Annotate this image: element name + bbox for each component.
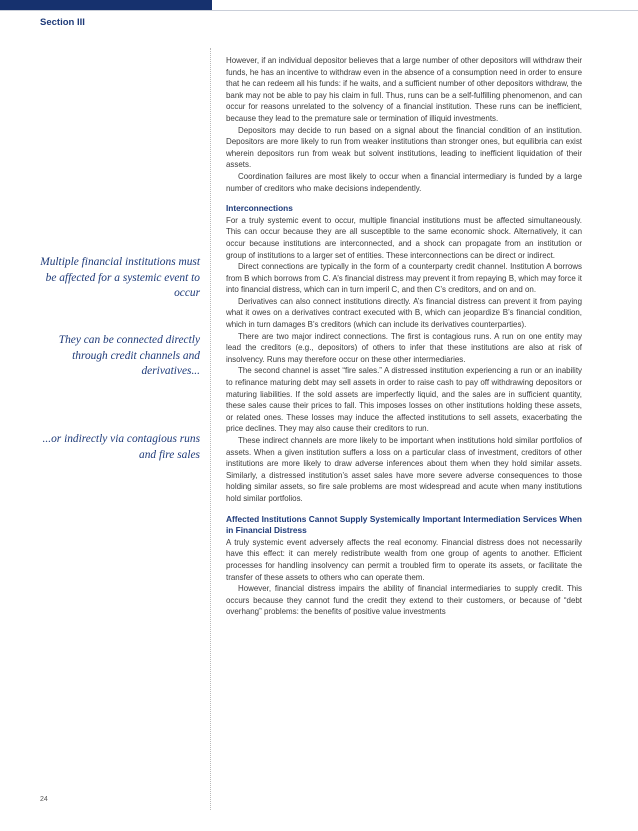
body-text <box>226 55 582 618</box>
column-divider <box>210 48 211 810</box>
paragraph: Coordination failures are most likely to occur when a financial intermediary is funded by a large number of creditors who make decisions independently. <box>226 171 582 193</box>
paragraph: However, if an individual depositor believes that a large number of other depositors will withdraw their funds, he has an incentive to withdraw even in the absence of a consumption need in order to ensure that he can redeem all his funds: if he waits, and a sufficient number of other depositors withdraw, the bank may not be able to pay his claim in full. Thus, runs can be a self-fulfilling phenomenon, and can occur for reasons unrelated to the solvency of a financial institution. These runs can be inefficient, because they lead to the premature sale or termination of illiquid investments. <box>226 56 582 123</box>
heading-interconnections: Interconnections <box>226 203 293 214</box>
paragraph: Derivatives can also connect institutions directly. A’s financial distress can prevent it from paying what it owes on a derivatives contract executed with B, which can jeopardize B’s financial condition, which in turn damages B’s creditors (which can include its derivatives counterparties). <box>226 296 582 330</box>
paragraph: Direct connections are typically in the form of a counterparty credit channel. Institution A borrows from B which borrows from C. A’s financial distress may prevent it from repaying B, which may force it into financial distress, which can in turn imperil C, and then C’s creditors, and on and on. <box>226 262 582 295</box>
section-label: Section III <box>40 17 85 28</box>
paragraph: A truly systemic event adversely affects the real economy. Financial distress does not necessarily have this effect: it can merely redistribute wealth from one group of agents to another. Efficient processes for handling insolvency can permit a troubled firm to operate its assets, or facilitate the transfer of these assets to others who can operate them. <box>226 537 582 582</box>
paragraph: The second channel is asset “fire sales.” A distressed institution experiencing a run or an inability to refinance maturing debt may sell assets in order to raise cash to pay off withdrawing depositors or maturing liabilities. If the sold assets are imperfectly liquid, and the sales are in sufficient quantity, these sales cause their prices to fall. This imposes losses on other institutions holding these assets, or related ones. These losses may induce the affected institutions to sell assets, exacerbating the price declines. They may also cause their creditors to run. <box>226 366 582 434</box>
paragraph: Depositors may decide to run based on a signal about the financial condition of an institution. Depositors are more likely to run from weaker institutions than stronger ones, but equilibria can exist wherein depositors run from weak but solvent institutions, leading to inefficient liquidation of their assets. <box>226 125 582 170</box>
header-accent-bar <box>0 0 212 10</box>
paragraph: However, financial distress impairs the ability of financial intermediaries to supply credit. This occurs because they cannot fund the credit they extend to their customers, or because of “debt overhang” problems: the benefits of positive value investments <box>226 584 582 617</box>
pullquote-2: They can be connected directly through credit channels and derivatives... <box>58 334 200 377</box>
header-rule <box>0 10 638 11</box>
paragraph: For a truly systemic event to occur, multiple financial institutions must be affected simultaneously. This can occur because they are all susceptible to the same economic shock. Alternatively, it can occur because institutions are interconnected, and a shock can propagate from an institution or group of institutions to a larger set of entities. These interconnections can be direct or indirect. <box>226 215 582 260</box>
pullquote-1: Multiple financial institutions must be affected for a systemic event to occur <box>40 256 200 299</box>
paragraph: These indirect channels are more likely to be important when institutions hold similar portfolios of assets. When a given institution suffers a loss on a particular class of investment, creditors of other institutions are more likely to draw adverse inferences about them when they hold similar assets. Similarly, a distressed institution’s asset sales have more severe adverse consequences to those holding similar assets, so fire sale problems are most widespread and acute when many institutions hold similar portfolios. <box>226 436 582 503</box>
heading-affected-institutions: Affected Institutions Cannot Supply Systemically Important Intermediation Services When in Financial Distress <box>226 513 582 536</box>
paragraph: There are two major indirect connections. The first is contagious runs. A run on one entity may lead the creditors (e.g., depositors) of others to infer that these institutions are also at risk of insolvency. Runs may therefore occur on these other intermediaries. <box>226 331 582 364</box>
pullquote-3: ...or indirectly via contagious runs and fire sales <box>42 433 200 461</box>
page-number: 24 <box>40 796 48 803</box>
